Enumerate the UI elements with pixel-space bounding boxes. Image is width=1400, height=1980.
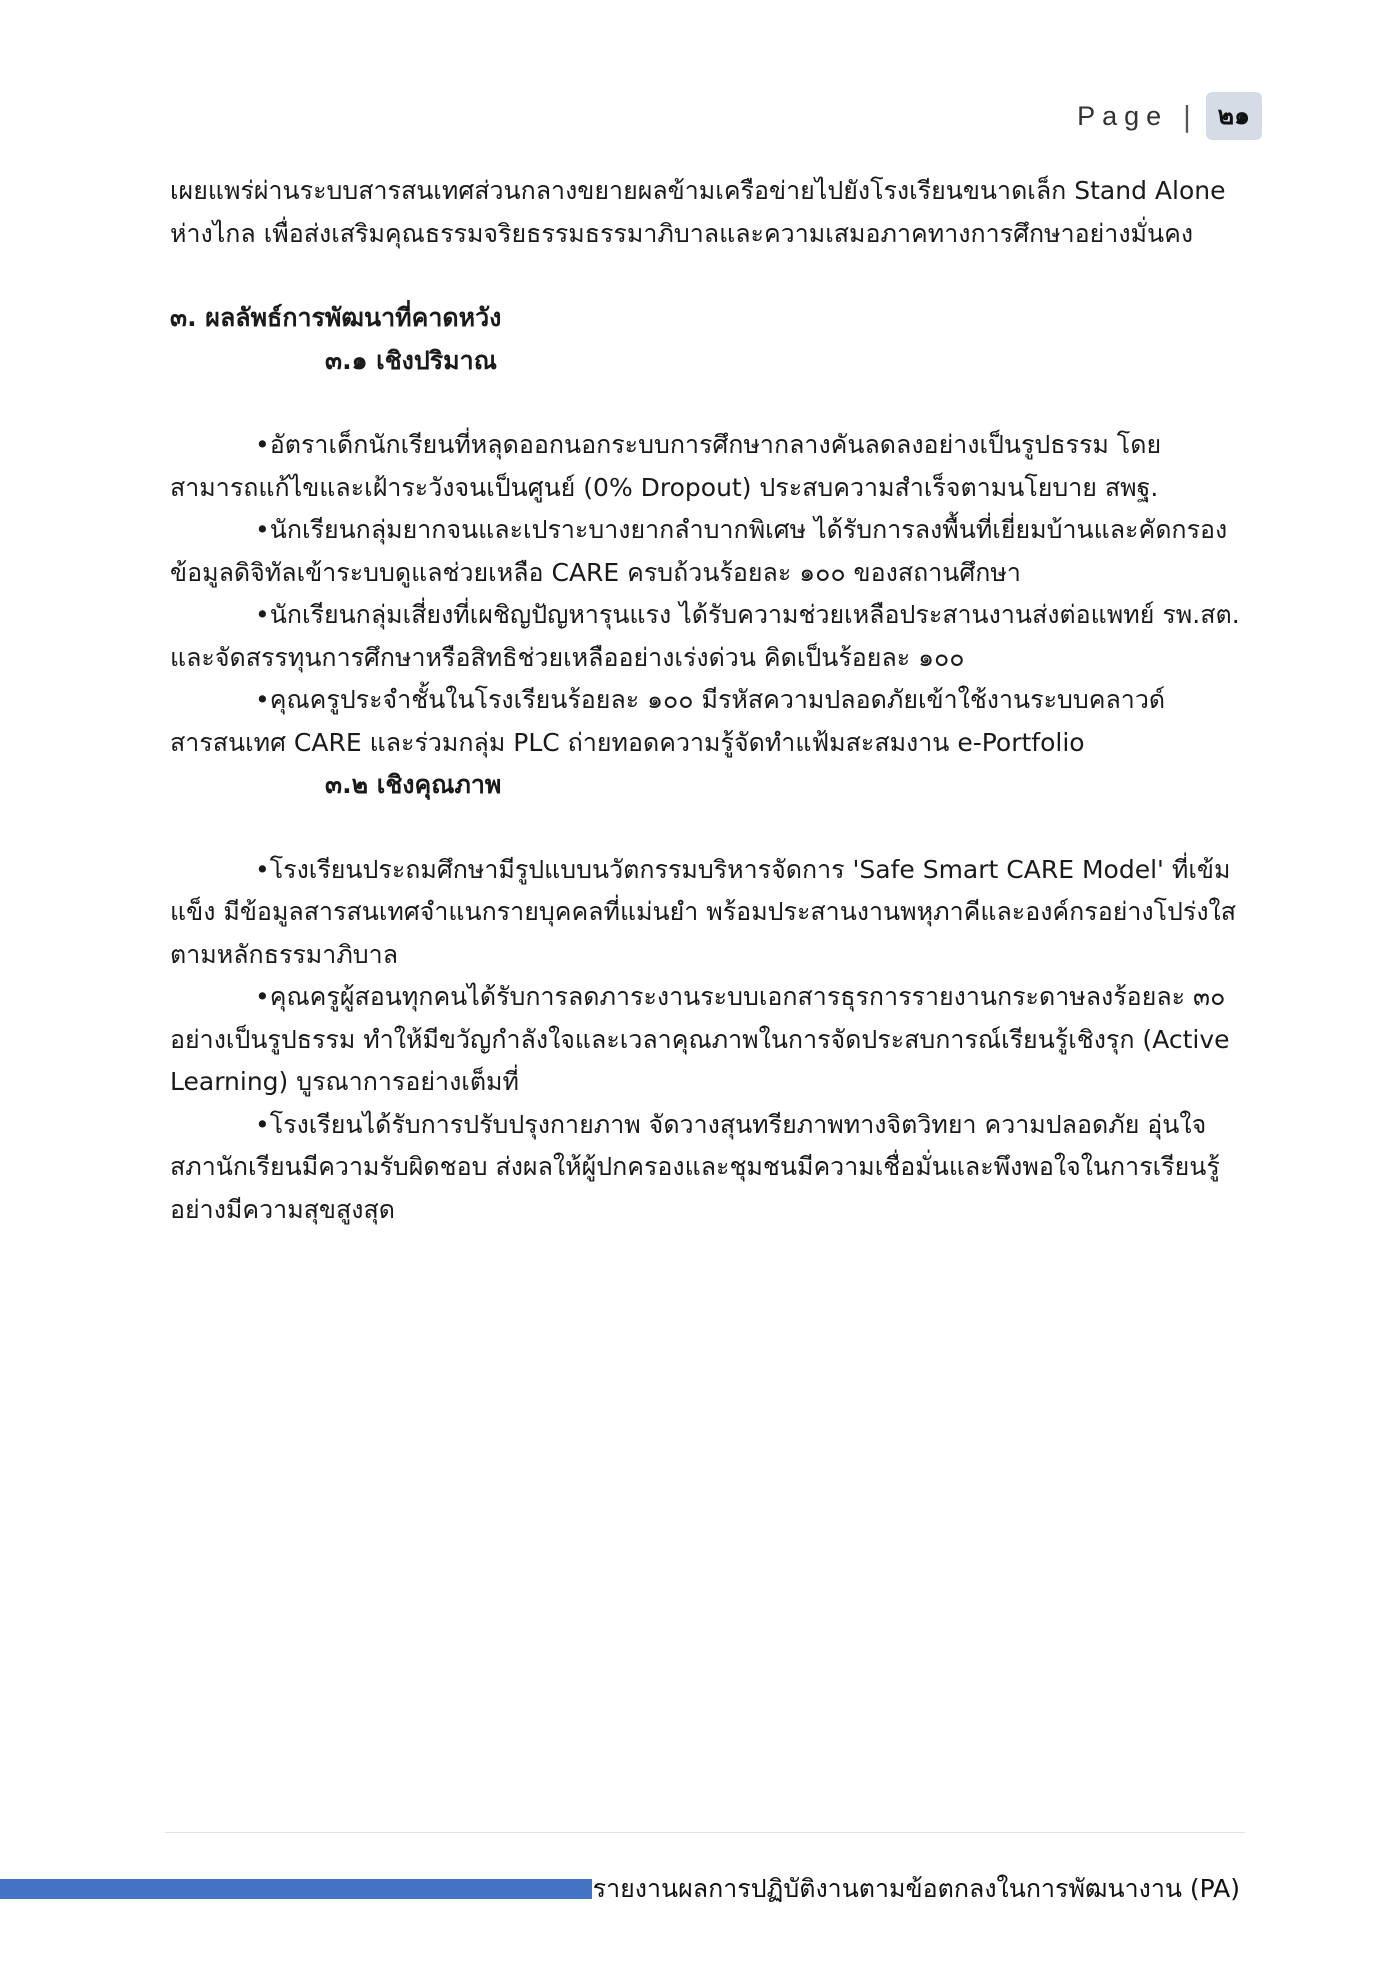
document-body: [170, 170, 1240, 1231]
footer-divider: [165, 1832, 1245, 1833]
page-label: Page: [1077, 100, 1169, 131]
footer-title: รายงานผลการปฏิบัติงานตามข้อตกลงในการพัฒนางาน (PA): [592, 1874, 1240, 1903]
page-header: [1077, 92, 1262, 140]
quantitative-item: •นักเรียนกลุ่มยากจนและเปราะบางยากลำบากพิเศษ ได้รับการลงพื้นที่เยี่ยมบ้านและคัดกรองข้อมูลดิจิทัลเข้าระบบดูแลช่วยเหลือ CARE ครบถ้วนร้อยละ ๑๐๐ ของสถานศึกษา: [170, 515, 1228, 587]
subsection-heading-qualitative: ๓.๒ เชิงคุณภาพ: [325, 770, 502, 799]
qualitative-item: •โรงเรียนได้รับการปรับปรุงกายภาพ จัดวางสุนทรียภาพทางจิตวิทยา ความปลอดภัย อุ่นใจ สภานักเรียนมีความรับผิดชอบ ส่งผลให้ผู้ปกครองและชุมชนมีความเชื่อมั่นและพึงพอใจในการเรียนรู้อย่างมีความสุขสูงสุด: [170, 1109, 1220, 1224]
qualitative-item: •โรงเรียนประถมศึกษามีรูปแบบนวัตกรรมบริหารจัดการ 'Safe Smart CARE Model' ที่เข้มแข็ง มีข้อมูลสารสนเทศจำแนกรายบุคคลที่แม่นยำ พร้อมประสานงานพหุภาคีและองค์กรอย่างโปร่งใสตามหลักธรรมาภิบาล: [170, 854, 1237, 969]
page-separator: |: [1182, 99, 1192, 133]
intro-paragraph: เผยแพร่ผ่านระบบสารสนเทศส่วนกลางขยายผลข้ามเครือข่ายไปยังโรงเรียนขนาดเล็ก Stand Alone ห่างไกล เพื่อส่งเสริมคุณธรรมจริยธรรมธรรมาภิบาลและความเสมอภาคทางการศึกษาอย่างมั่นคง: [170, 176, 1226, 248]
subsection-heading-quantitative: ๓.๑ เชิงปริมาณ: [325, 345, 497, 375]
footer-accent-bar: [0, 1879, 592, 1899]
quantitative-item: •อัตราเด็กนักเรียนที่หลุดออกนอกระบบการศึกษากลางคันลดลงอย่างเป็นรูปธรรม โดยสามารถแก้ไขและเฝ้าระวังจนเป็นศูนย์ (0% Dropout) ประสบความสำเร็จตามนโยบาย สพฐ.: [170, 430, 1162, 502]
quantitative-item: •คุณครูประจำชั้นในโรงเรียนร้อยละ ๑๐๐ มีรหัสความปลอดภัยเข้าใช้งานระบบคลาวด์สารสนเทศ CARE และร่วมกลุ่ม PLC ถ่ายทอดความรู้จัดทำแฟ้มสะสมงาน e-Portfolio: [170, 685, 1166, 757]
section-heading: ๓. ผลลัพธ์การพัฒนาที่คาดหวัง: [170, 303, 502, 332]
page-number-badge: ๒๑: [1206, 92, 1262, 140]
qualitative-item: •คุณครูผู้สอนทุกคนได้รับการลดภาระงานระบบเอกสารธุรการรายงานกระดาษลงร้อยละ ๓๐ อย่างเป็นรูปธรรม ทำให้มีขวัญกำลังใจและเวลาคุณภาพในการจัดประสบการณ์เรียนรู้เชิงรุก (Active Learning) บูรณาการอย่างเต็มที่: [170, 982, 1230, 1096]
quantitative-item: •นักเรียนกลุ่มเสี่ยงที่เผชิญปัญหารุนแรง ได้รับความช่วยเหลือประสานงานส่งต่อแพทย์ รพ.สต. และจัดสรรทุนการศึกษาหรือสิทธิช่วยเหลืออย่างเร่งด่วน คิดเป็นร้อยละ ๑๐๐: [170, 600, 1240, 672]
